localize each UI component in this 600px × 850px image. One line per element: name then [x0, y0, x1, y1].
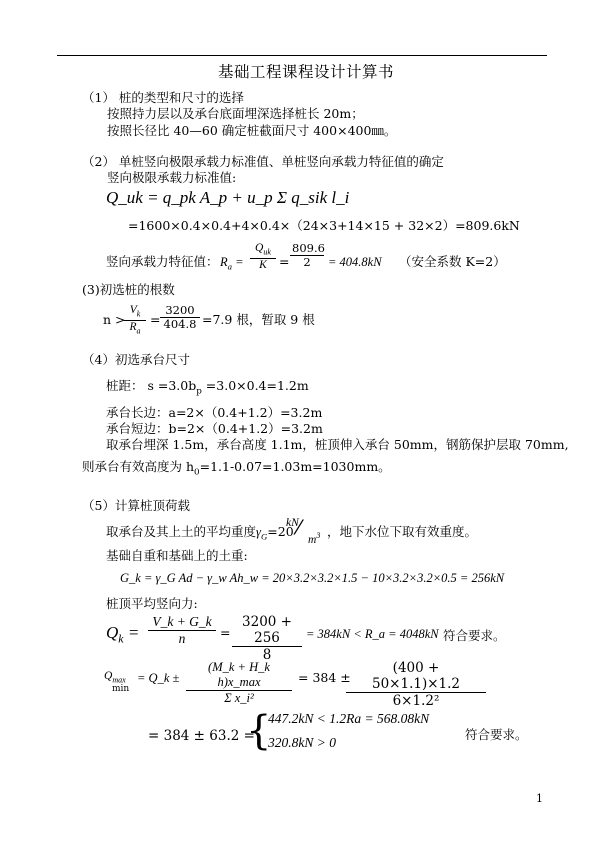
cap-short-side: 承台短边：b=2×（0.4+1.2）=3.2m: [106, 421, 323, 436]
qmin-sub: min: [112, 684, 130, 694]
n-result: =7.9 根，暂取 9 根: [202, 312, 315, 327]
section-5-heading: （5）计算桩顶荷载: [82, 498, 190, 513]
section-2-line-1: 竖向极限承载力标准值:: [107, 170, 237, 185]
section-1-line-1: 按照持力层以及承台底面埋深选择桩长 20m；: [107, 106, 364, 121]
qmax-fraction-symbolic: [186, 660, 292, 706]
qk-fraction-symbolic: [148, 614, 216, 647]
qmax-sub: max: [112, 675, 126, 685]
gamma-symbol: γ: [256, 525, 261, 539]
section-1-line-2: 按照长径比 40—60 确定桩截面尺寸 400×400㎜。: [107, 123, 397, 138]
n-frac2-den: 404.8: [163, 317, 197, 331]
qk-frac2-den: 8: [262, 647, 272, 663]
section-1-heading: （1） 桩的类型和尺寸的选择: [82, 90, 244, 105]
n-frac-den: [124, 321, 146, 337]
n-frac-num-symbol: V: [129, 304, 137, 316]
ra-frac2-num: 809.6: [292, 241, 325, 255]
weight-post: ，地下水位下取有效重度。: [327, 524, 478, 539]
qmax-frac-den: Σ x_i²: [224, 691, 254, 705]
ra-frac-num-symbol: Q: [255, 242, 264, 254]
case-2: 320.8kN > 0: [268, 735, 336, 750]
n-frac-num: [124, 304, 146, 321]
cap-effective-height: [82, 459, 391, 481]
unit-den-symbol: m: [308, 533, 317, 546]
effective-text: 则承台有效高度为 h: [82, 459, 195, 474]
quk-formula: [106, 190, 349, 206]
check-ok-1: 符合要求。: [443, 628, 506, 643]
ra-lhs: $R_a$ =: [220, 255, 244, 272]
pile-spacing-tail: =3.0×0.4=1.2m: [201, 378, 309, 393]
page-title: 基础工程课程设计计算书: [218, 63, 395, 81]
ra-fraction-numeric: [290, 242, 324, 269]
unit-weight-line: [106, 524, 294, 545]
n-eq-sign: =: [150, 312, 161, 327]
qmax-fraction-numeric: [346, 660, 486, 709]
case-1: 447.2kN < 1.2Ra = 568.08kN: [268, 711, 430, 726]
qk-frac-num: V_k + G_k: [148, 614, 216, 631]
check-ok-2: 符合要求。: [465, 727, 528, 742]
cap-depth: 取承台埋深 1.5m，承台高度 1.1m，桩顶伸入承台 50mm，钢筋保护层取 70mm,: [106, 437, 569, 452]
section-3-heading: (3)初选桩的根数: [82, 282, 175, 297]
qmax-eq: = Q_k ±: [137, 671, 180, 685]
unit-slash: ⁄: [297, 515, 301, 539]
ra-frac-num-sub: uk: [263, 247, 271, 257]
n-frac2-num: 3200: [160, 304, 200, 318]
quk-calculation: =1600×0.4×0.4+4×0.4×（24×3+14×15 + 32×2）=809.6kN: [128, 218, 520, 233]
n-frac-den-symbol: R: [129, 321, 137, 334]
pile-spacing: [106, 378, 309, 400]
ra-frac-num: [250, 242, 276, 259]
unit-num: kN: [286, 517, 299, 529]
cap-long-side: 承台长边：a=2×（0.4+1.2）=3.2m: [106, 405, 323, 420]
final-line: = 384 ± 63.2 =: [148, 728, 255, 744]
n-prefix: n >: [103, 312, 126, 327]
section-4-heading: （4）初选承台尺寸: [82, 352, 190, 367]
qk-frac2-num: 3200 + 256: [232, 614, 302, 647]
n-frac-den-sub: a: [136, 326, 141, 336]
qk-lhs: $Q_k$ =: [106, 623, 140, 646]
ra-fraction-symbolic: [250, 242, 276, 272]
weight-pre: 取承台及其上土的平均重度: [106, 524, 257, 539]
qk-frac-den: n: [178, 631, 186, 646]
qk-eq-sign: =: [220, 625, 231, 640]
n-fraction-symbolic: [124, 304, 146, 338]
avg-force-label: 桩顶平均竖向力:: [106, 596, 198, 611]
ra-lhs-sub: a: [227, 261, 233, 272]
gamma-sub: G: [260, 531, 268, 542]
ra-frac-den: K: [259, 259, 267, 272]
qk-fraction-numeric: [232, 614, 302, 663]
ra-lhs-symbol: R: [220, 255, 228, 269]
ra-frac2-den: 2: [303, 255, 311, 269]
page-number: 1: [536, 792, 543, 805]
qmax-mid: = 384 ±: [298, 670, 351, 685]
ra-label: 竖向承载力特征值：: [106, 254, 219, 269]
effective-tail: =1.1-0.07=1.03m=1030mm。: [199, 459, 391, 474]
qmax-frac2-den: 6×1.2²: [392, 693, 440, 709]
qk-result: = 384kN < R_a = 4048kN: [306, 627, 439, 641]
unit-den-sup: 3: [316, 531, 321, 540]
qmax-symbol: Q: [104, 670, 113, 682]
unit-den: [308, 528, 320, 548]
qk-lhs-symbol: Q: [106, 623, 119, 642]
ra-result: = 404.8kN: [328, 255, 382, 269]
weight-eq: =20: [267, 524, 294, 539]
gk-formula: G_k = γ_G Ad − γ_w Ah_w = 20×3.2×3.2×1.5 − 10×3.2×3.2×0.5 = 256kN: [120, 571, 505, 585]
self-weight-label: 基础自重和基础上的土重:: [106, 548, 248, 563]
effective-sub: 0: [194, 467, 200, 478]
section-2-heading: （2） 单桩竖向极限承载力标准值、单桩竖向承载力特征值的确定: [82, 154, 444, 169]
cases-brace: {: [246, 708, 272, 754]
safety-factor-note: （安全系数 K=2）: [399, 254, 506, 269]
n-fraction-numeric: [160, 304, 200, 331]
pile-spacing-sub: p: [196, 386, 202, 397]
n-frac-num-sub: k: [136, 309, 141, 319]
header-rule: [57, 55, 547, 56]
qmax-frac2-num: (400 + 50×1.1)×1.2: [346, 660, 486, 693]
qmax-frac-num: (M_k + H_k h)x_max: [186, 660, 292, 691]
qk-lhs-sub: k: [118, 631, 124, 646]
quk-formula-text: Q_uk = q_pk A_p + u_p Σ q_sik l_i: [106, 188, 350, 207]
ra-eq-sign: =: [279, 254, 290, 269]
pile-spacing-text: 桩距： s =3.0b: [106, 378, 197, 393]
